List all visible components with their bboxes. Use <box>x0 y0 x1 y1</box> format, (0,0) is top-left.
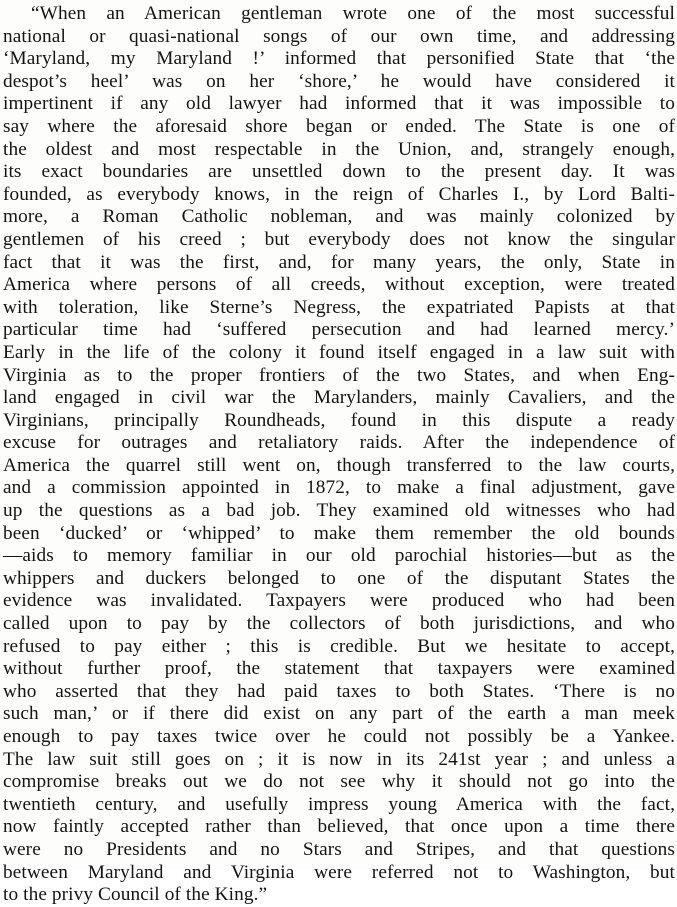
text-line: fact that it was the first, and, for many years, the only, State in <box>3 251 675 273</box>
text-line: excuse for outrages and retaliatory raids. After the independence of <box>3 432 675 454</box>
text-line: without further proof, the statement that taxpayers were examined <box>3 658 675 680</box>
text-line: Virginia as to the proper frontiers of the two States, and when Eng- <box>3 364 675 386</box>
text-line: twentieth century, and usefully impress young America with the fact, <box>3 793 675 815</box>
text-line: evidence was invalidated. Taxpayers were produced who had been <box>3 590 675 612</box>
text-line: say where the aforesaid shore began or ended. The State is one of <box>3 115 675 137</box>
text-line: gentlemen of his creed ; but everybody does not know the singular <box>3 228 675 250</box>
text-line: such man,’ or if there did exist on any part of the earth a man meek <box>3 703 675 725</box>
text-line: with toleration, like Sterne’s Negress, the expatriated Papists at that <box>3 296 675 318</box>
text-line: enough to pay taxes twice over he could not possibly be a Yankee. <box>3 726 675 747</box>
text-line: Early in the life of the colony it found itself engaged in a law suit with <box>3 341 675 363</box>
text-line: America where persons of all creeds, without exception, were treated <box>3 274 675 296</box>
text-line: particular time had ‘suffered persecution and had learned mercy.’ <box>3 319 675 341</box>
text-line: —aids to memory familiar in our old parochial histories—but as the <box>3 545 675 567</box>
text-line: refused to pay either ; this is credible. But we hesitate to accept, <box>3 635 675 657</box>
text-line: impertinent if any old lawyer had informed that it was impossible to <box>3 93 675 115</box>
text-line: the oldest and most respectable in the Union, and, strangely enough, <box>3 138 675 160</box>
text-line: who asserted that they had paid taxes to both States. ‘There is no <box>3 680 675 702</box>
text-line: America the quarrel still went on, though transferred to the law courts, <box>3 454 675 476</box>
text-line: to the privy Council of the King.” <box>3 884 268 906</box>
text-line: been ‘ducked’ or ‘whipped’ to make them remember the old bounds <box>3 522 675 544</box>
text-line: up the questions as a bad job. They examined old witnesses who had <box>3 500 675 522</box>
text-line: national or quasi-national songs of our own time, and addressing <box>3 25 675 47</box>
text-line: The law suit still goes on ; it is now in its 241st year ; and unless a <box>3 748 675 770</box>
text-line: were no Presidents and no Stars and Stripes, and that questions <box>3 838 675 860</box>
text-line: between Maryland and Virginia were referred not to Washington, but <box>3 861 675 883</box>
text-line: its exact boundaries are unsettled down to the present day. It was <box>3 161 675 183</box>
article-body <box>3 3 675 907</box>
text-line: ‘Maryland, my Maryland !’ informed that personified State that ‘the <box>3 48 675 70</box>
text-line: whippers and duckers belonged to one of the disputant States the <box>3 567 675 589</box>
text-line: compromise breaks out we do not see why it should not go into the <box>3 771 675 793</box>
text-line: founded, as everybody knows, in the reign of Charles I., by Lord Balti- <box>3 183 675 205</box>
text-line: now faintly accepted rather than believed, that once upon a time there <box>3 816 675 838</box>
text-line: Virginians, principally Roundheads, found in this dispute a ready <box>3 409 675 431</box>
text-line: land engaged in civil war the Marylanders, mainly Cavaliers, and the <box>3 387 675 409</box>
text-line: and a commission appointed in 1872, to make a final adjustment, gave <box>3 477 675 499</box>
text-line: despot’s heel’ was on her ‘shore,’ he would have considered it <box>3 70 675 92</box>
text-line: more, a Roman Catholic nobleman, and was mainly colonized by <box>3 206 675 228</box>
text-line: “When an American gentleman wrote one of the most successful <box>31 3 675 24</box>
text-line: called upon to pay by the collectors of both jurisdictions, and who <box>3 613 675 635</box>
